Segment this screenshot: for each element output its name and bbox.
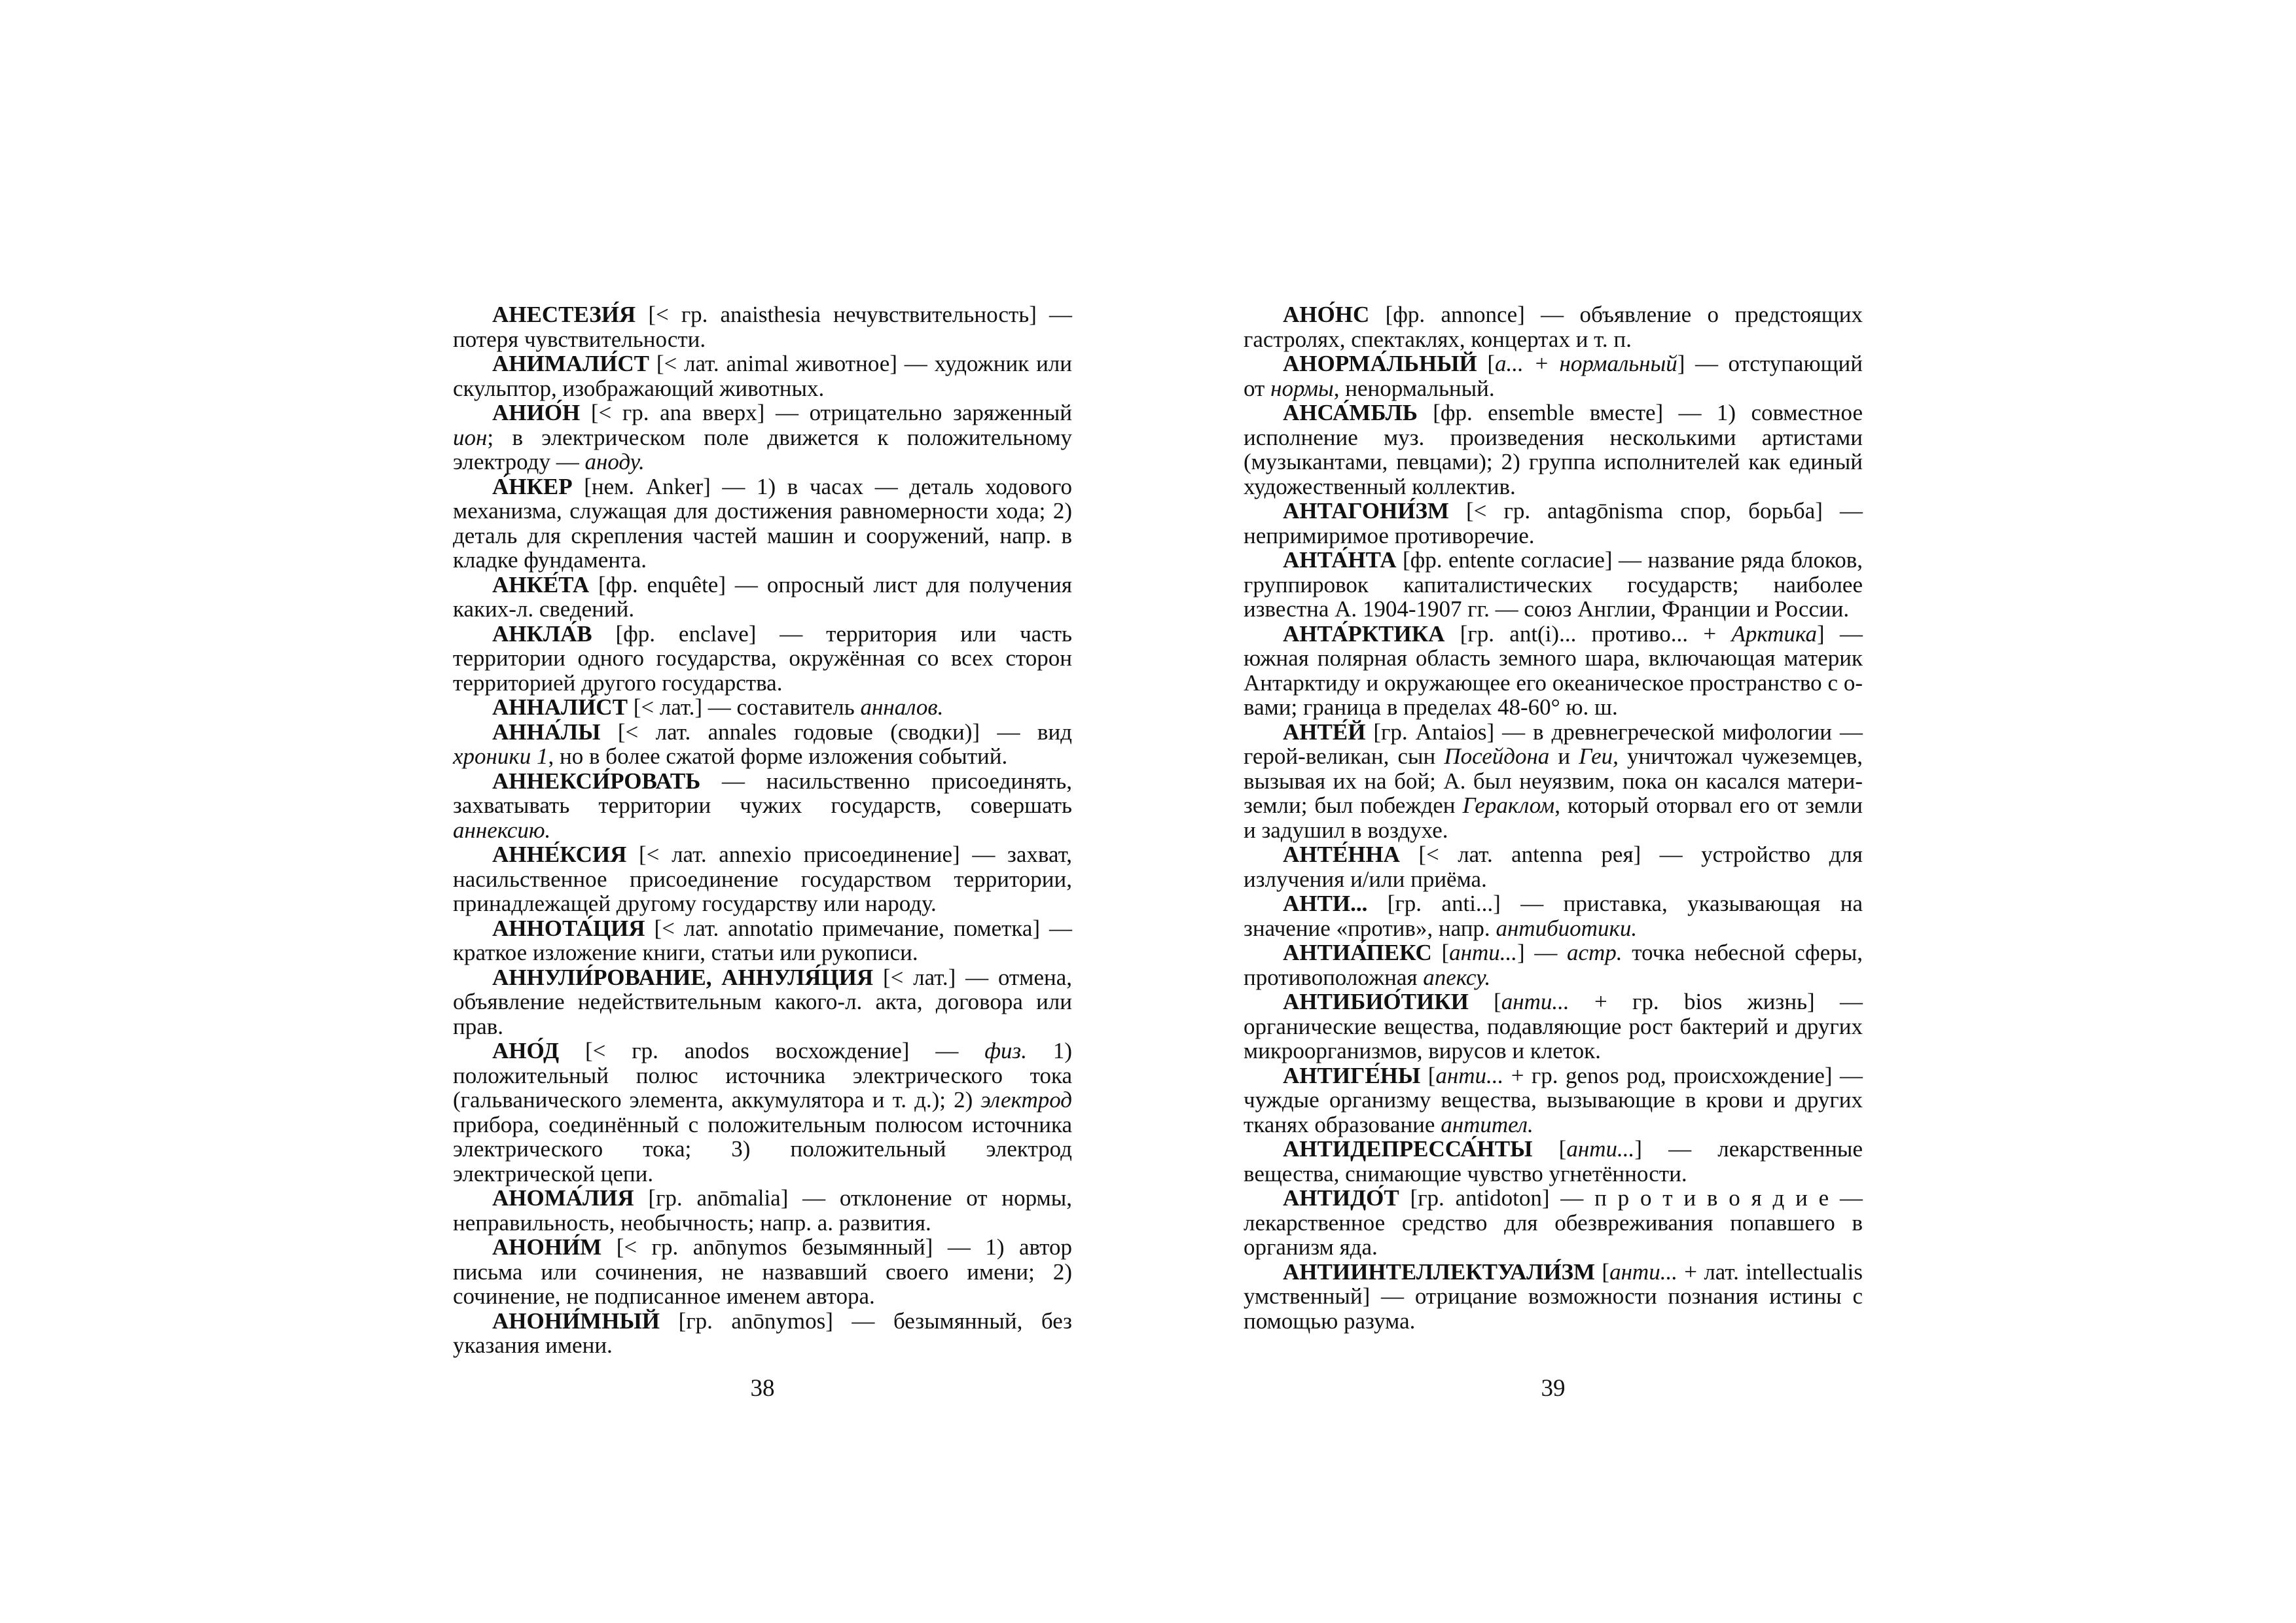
entry-italic-text: анти... xyxy=(1609,1258,1677,1285)
entry-text: [ xyxy=(1431,940,1450,965)
dictionary-entry xyxy=(453,1039,1072,1186)
entry-text: + лат. intellectualis умственный] — отрицание возможности познания истины с помощью разума. xyxy=(1244,1258,1863,1334)
entry-text: [гр. ant(i)... противо... + xyxy=(1444,620,1732,647)
entry-headword: АНО́Д xyxy=(492,1038,560,1063)
entry-text: [< гр. antagōnisma спор, борьба] — непримиримое противоречие. xyxy=(1244,498,1863,548)
entry-text: [< лат. animal животное] — художник или скульптор, изображающий животных. xyxy=(453,351,1072,401)
entry-italic-text: электрод xyxy=(980,1087,1072,1113)
entry-text: + гр. genos род, происхождение] — чуждые организму вещества, вызывающие в крови и других тканях образование xyxy=(1244,1062,1863,1137)
entry-headword: АНОРМА́ЛЬНЫЙ xyxy=(1283,351,1477,376)
entry-text: прибора, соединённый с положительным полюсом источника электрического тока; 3) положительный электрод электрической цепи. xyxy=(453,1111,1072,1186)
entry-headword: АНТЕ́Й xyxy=(1283,719,1366,745)
entry-text: [фр. annonce] — объявление о предстоящих гастролях, спектаклях, концертах и т. п. xyxy=(1244,302,1863,352)
entry-text: [гр. antidoton] — п р о т и в о я д и е — лекарственное средство для обезвреживания попавшего в организм яда. xyxy=(1244,1185,1863,1260)
entry-italic-text: а... + нормальный xyxy=(1495,351,1677,376)
entry-italic-text: анти... xyxy=(1435,1062,1504,1088)
dictionary-entry xyxy=(453,474,1072,573)
dictionary-entry xyxy=(1244,990,1863,1063)
entry-headword: АНИМАЛИ́СТ xyxy=(492,351,649,376)
dictionary-entry xyxy=(1244,891,1863,940)
entry-text: [ xyxy=(1532,1136,1567,1162)
entry-text: точка небесной сферы, противоположная xyxy=(1244,940,1863,990)
entry-text: и xyxy=(1549,743,1579,769)
entry-text: [< лат. annotatio примечание, пометка] — краткое изложение книги, статьи или рукописи. xyxy=(453,915,1072,965)
entry-italic-text: астр. xyxy=(1567,940,1623,965)
entry-text: [гр. anōmalia] — отклонение от нормы, неправильность, необычность; напр. а. развития. xyxy=(453,1185,1072,1236)
dictionary-entry xyxy=(453,769,1072,843)
entry-text: + гр. bios жизнь] — органические вещества, подавляющие рост бактерий и других микроорганизмов, вирусов и клеток. xyxy=(1244,989,1863,1063)
entry-headword: АННЕ́КСИЯ xyxy=(492,842,627,867)
dictionary-entry xyxy=(1244,302,1863,351)
entry-headword: АНТИ... xyxy=(1283,891,1368,916)
dictionary-entry xyxy=(453,1235,1072,1309)
dictionary-entry xyxy=(453,1186,1072,1235)
dictionary-entry xyxy=(453,351,1072,401)
entry-italic-text: анналов. xyxy=(860,694,944,720)
entry-headword: А́НКЕР xyxy=(492,473,573,499)
entry-headword: АНТА́РКТИКА xyxy=(1283,620,1445,647)
entry-headword: АНКЛА́В xyxy=(492,620,592,647)
entry-text: , но в более сжатой форме изложения событий. xyxy=(548,743,1008,769)
entry-italic-text: Геи, xyxy=(1579,743,1619,769)
entry-headword: АНОНИ́МНЫЙ xyxy=(492,1308,660,1334)
entry-italic-text: анти... xyxy=(1566,1136,1635,1162)
dictionary-entry xyxy=(453,720,1072,769)
entry-text: [гр. anōnymos] — безымянный, без указания имени. xyxy=(453,1308,1072,1358)
entry-text: , ненормальный. xyxy=(1333,375,1495,401)
entry-italic-text: нормы xyxy=(1270,375,1334,401)
entry-text: [ xyxy=(1477,351,1496,376)
entry-headword: АННЕКСИ́РОВАТЬ xyxy=(492,768,701,794)
entry-italic-text: хроники 1 xyxy=(453,743,548,769)
entry-headword: АНИО́Н xyxy=(492,400,581,425)
entry-headword: АНТИА́ПЕКС xyxy=(1283,940,1432,965)
entry-headword: АНКЕ́ТА xyxy=(492,571,590,597)
entry-text: [< лат.] — отмена, объявление недействительным какого-л. акта, договора или прав. xyxy=(453,964,1072,1039)
entry-text: ] — южная полярная область земного шара, включающая материк Антарктиду и окружающее его океаническое пространство с о-вами; граница в пределах 48-60° ю. ш. xyxy=(1244,620,1863,720)
entry-text: ; в электрическом поле движется к положительному электроду — xyxy=(453,424,1072,474)
entry-headword: АННОТА́ЦИЯ xyxy=(492,915,645,941)
dictionary-entry xyxy=(453,573,1072,622)
entry-italic-text: анти... xyxy=(1501,989,1570,1014)
dictionary-entry xyxy=(1244,720,1863,843)
entry-text: [< гр. ana вверх] — отрицательно заряженный xyxy=(580,400,1072,425)
entry-headword: АНЕСТЕЗИ́Я xyxy=(492,302,636,327)
dictionary-entry xyxy=(453,622,1072,696)
entry-italic-text: антител. xyxy=(1441,1111,1534,1137)
right-page xyxy=(1244,302,1863,1333)
entry-headword: АНО́НС xyxy=(1283,302,1370,327)
dictionary-entry xyxy=(1244,842,1863,891)
entry-headword: АНТИГЕ́НЫ xyxy=(1283,1062,1421,1088)
entry-text: [фр. enclave] — территория или часть территории одного государства, окружённая со всех сторон территорией другого государства. xyxy=(453,620,1072,696)
entry-italic-text: апексу. xyxy=(1423,964,1491,990)
entry-text: [< лат. antenna рея] — устройство для излучения и/или приёма. xyxy=(1244,842,1863,892)
dictionary-entry xyxy=(453,1309,1072,1358)
entry-text: [ xyxy=(1420,1062,1436,1088)
dictionary-entry xyxy=(1244,1260,1863,1334)
entry-headword: АНТИДО́Т xyxy=(1283,1185,1399,1211)
dictionary-entry xyxy=(1244,401,1863,499)
entry-italic-text: антибиотики. xyxy=(1496,915,1638,941)
entry-italic-text: Гераклом xyxy=(1462,793,1555,818)
entry-headword: АННУЛИ́РОВАНИЕ, АННУЛЯ́ЦИЯ xyxy=(492,964,874,990)
entry-text: [фр. entente согласие] — название ряда блоков, группировок капиталистических государств; наиболее известна А. 1904-1907 гг. — союз Англии, Франции и России. xyxy=(1244,547,1863,622)
entry-text: [ xyxy=(1468,989,1501,1014)
entry-text: [< лат. annexio присоединение] — захват, насильственное присоединение государством территории, принадлежащей другому государству или народу. xyxy=(453,842,1072,916)
entry-text: 1) положительный полюс источника электрического тока (гальванического элемента, аккумулятора и т. д.); 2) xyxy=(453,1038,1073,1113)
entry-italic-text: физ. xyxy=(984,1038,1027,1063)
entry-italic-text: Арктика xyxy=(1731,620,1818,647)
entry-text: [фр. ensemble вместе] — 1) совместное исполнение муз. произведения несколькими артистами (музыкантами, певцами); 2) группа исполнителей как единый художественный коллектив. xyxy=(1244,400,1863,499)
dictionary-entry xyxy=(453,916,1072,965)
entry-headword: АНТИИНТЕЛЛЕКТУАЛИ́ЗМ xyxy=(1283,1258,1596,1285)
entry-text: ] — отступающий от xyxy=(1244,351,1863,401)
entry-headword: АНТА́НТА xyxy=(1283,547,1397,573)
dictionary-entry xyxy=(1244,622,1863,720)
dictionary-entry xyxy=(1244,351,1863,401)
entry-text: [ xyxy=(1595,1258,1610,1285)
entry-italic-text: аноду. xyxy=(584,449,645,474)
entry-headword: АНТИДЕПРЕССА́НТЫ xyxy=(1283,1136,1533,1162)
entry-headword: АННА́ЛЫ xyxy=(492,719,601,745)
page-number-right: 39 xyxy=(1541,1375,1566,1402)
entry-text: [< лат. annales годовые (сводки)] — вид xyxy=(600,719,1072,745)
dictionary-entry xyxy=(1244,1137,1863,1186)
dictionary-entry xyxy=(453,842,1072,916)
entry-text: [< гр. anōnymos безымянный] — 1) автор письма или сочинения, не назвавший своего имени; 2) сочинение, не подписанное именем автора. xyxy=(453,1234,1072,1309)
dictionary-entry xyxy=(1244,940,1863,990)
entry-italic-text: анти... xyxy=(1449,940,1518,965)
entry-text: , который оторвал его от земли и задушил в воздухе. xyxy=(1244,793,1863,843)
dictionary-entry xyxy=(1244,1063,1863,1137)
entry-headword: АНОМА́ЛИЯ xyxy=(492,1185,634,1211)
entry-text: [< гр. anodos восхождение] — xyxy=(559,1038,985,1063)
page-number-left: 38 xyxy=(750,1375,775,1402)
entry-text: [нем. Anker] — 1) в часах — деталь ходового механизма, служащая для достижения равномерности хода; 2) деталь для скрепления частей машин и сооружений, напр. в кладке фундамента. xyxy=(453,473,1072,573)
dictionary-entry xyxy=(453,695,1072,720)
entry-text: ] — xyxy=(1517,940,1567,965)
dictionary-entry xyxy=(1244,1186,1863,1260)
entry-headword: АНТИБИО́ТИКИ xyxy=(1283,989,1469,1014)
entry-text: [гр. anti...] — приставка, указывающая на значение «против», напр. xyxy=(1244,891,1863,941)
entry-headword: АНТЕ́ННА xyxy=(1283,842,1400,867)
entry-text: уничтожал чужеземцев, вызывая их на бой; А. был неуязвим, пока он касался матери-земли; был побежден xyxy=(1244,743,1863,818)
entry-headword: АННАЛИ́СТ xyxy=(492,694,628,720)
entry-text: [гр. Antaios] — в древнегреческой мифологии — герой-великан, сын xyxy=(1244,719,1863,769)
dictionary-entry xyxy=(1244,499,1863,548)
dictionary-entry xyxy=(453,965,1072,1039)
entry-headword: АНТАГОНИ́ЗМ xyxy=(1283,498,1449,524)
entry-headword: АНСА́МБЛЬ xyxy=(1283,400,1418,425)
entry-italic-text: ион xyxy=(453,424,488,450)
dictionary-entry xyxy=(1244,548,1863,622)
entry-italic-text: аннексию. xyxy=(453,817,551,843)
dictionary-entry xyxy=(453,302,1072,351)
entry-text: [< гр. anaisthesia нечувствительность] — потеря чувствительности. xyxy=(453,302,1072,352)
entry-text: — насильственно присоединять, захватывать территории чужих государств, совершать xyxy=(453,768,1072,818)
entry-text: [фр. enquête] — опросный лист для получения каких-л. сведений. xyxy=(453,571,1072,622)
left-page xyxy=(453,302,1072,1358)
entry-italic-text: Посейдона xyxy=(1444,743,1550,769)
entry-text: [< лат.] — составитель xyxy=(627,694,861,720)
dictionary-entry xyxy=(453,401,1072,474)
entry-headword: АНОНИ́М xyxy=(492,1234,602,1260)
entry-text: ] — лекарственные вещества, снимающие чувство угнетённости. xyxy=(1244,1136,1863,1186)
